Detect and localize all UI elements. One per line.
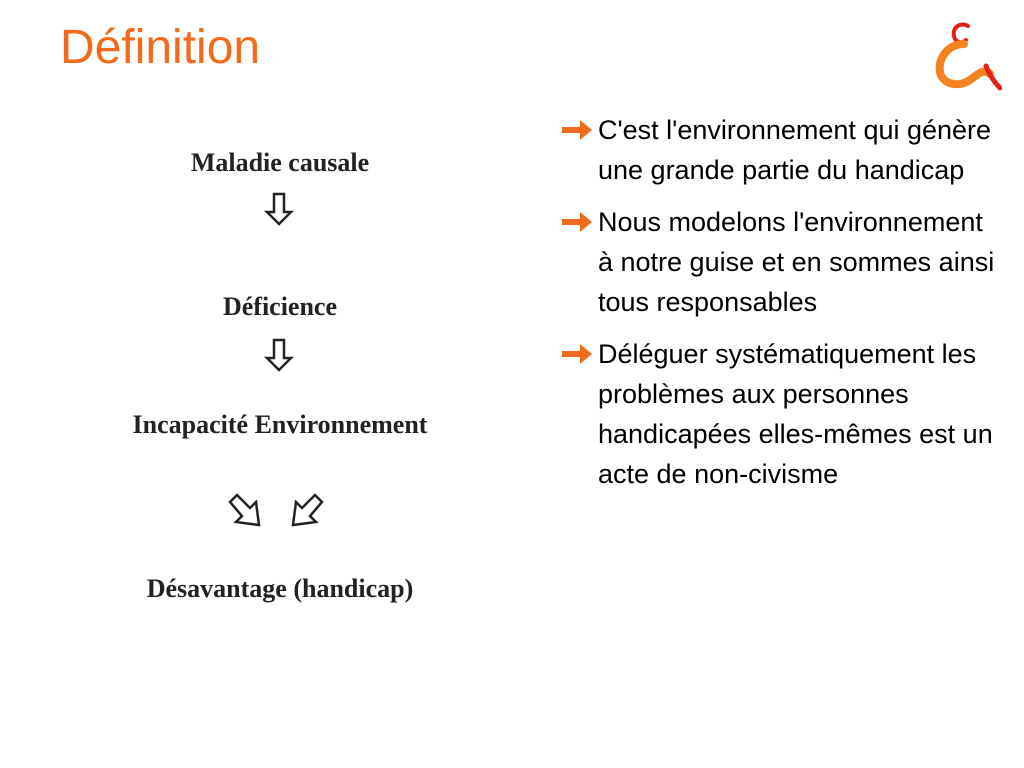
orange-arrow-right-icon	[560, 342, 594, 366]
bullet-text: C'est l'environnement qui génère une grande partie du handicap	[598, 115, 992, 185]
down-outline-arrow-icon	[264, 338, 294, 372]
diagonal-down-right-arrow-icon	[226, 492, 266, 530]
diagram-step-deficience: Déficience	[222, 292, 338, 321]
bullet-list	[556, 110, 996, 506]
company-logo-icon	[928, 18, 1002, 92]
orange-arrow-right-icon	[560, 118, 594, 142]
slide-title: Définition	[60, 21, 261, 74]
bullet-text: Nous modelons l'environnement à notre guise et en sommes ainsi tous responsables	[598, 207, 995, 317]
diagram-step-maladie: Maladie causale	[190, 148, 370, 177]
bullet-item	[556, 202, 996, 322]
bullet-text: Déléguer systématiquement les problèmes aux personnes handicapées elles-mêmes est un acte de non-civisme	[598, 339, 993, 489]
diagonal-down-left-arrow-icon	[286, 492, 326, 530]
orange-arrow-right-icon	[560, 210, 594, 234]
diagram-step-incapacite-environnement: Incapacité Environnement	[132, 410, 428, 439]
down-outline-arrow-icon	[264, 192, 294, 226]
bullet-item	[556, 110, 996, 190]
diagram-step-desavantage: Désavantage (handicap)	[146, 574, 414, 603]
bullet-item	[556, 334, 996, 494]
